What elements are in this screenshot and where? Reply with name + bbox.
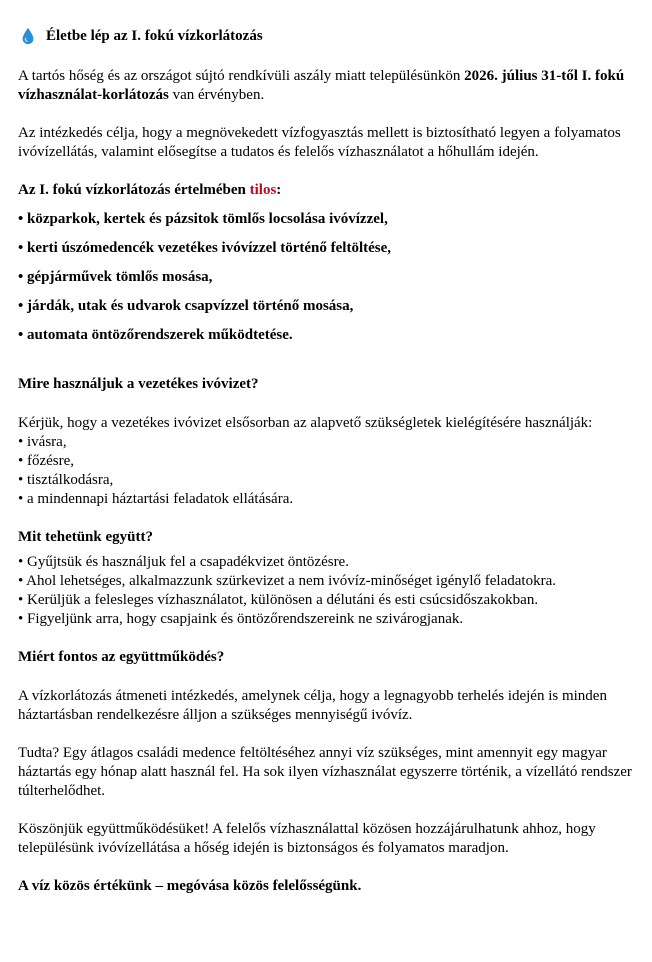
together-heading: Mit tehetünk együtt?	[18, 529, 153, 545]
ban-item: • gépjárművek tömlős mosása,	[18, 269, 213, 285]
why-paragraph-2: Tudta? Egy átlagos családi medence feltöltéséhez annyi víz szükséges, mint amennyit egy magyar háztartás egy hónap alatt használ fel. Ha sok ilyen vízhasználat egyszerre történik, a vízellátó rendszer túlterhelődhet.	[18, 745, 632, 799]
ban-item: • kerti úszómedencék vezetékes ivóvízzel történő feltöltése,	[18, 240, 392, 256]
intro-paragraph: A tartós hőség és az országot sújtó rendkívüli aszály miatt településünkön 2026. július 31-től I. fokú vízhasználat-korlátozás van érvényben.	[18, 68, 625, 103]
ban-heading: Az I. fokú vízkorlátozás értelmében tilos:	[18, 182, 282, 198]
forbidden-word: tilos	[249, 182, 277, 198]
why-paragraph-1: A vízkorlátozás átmeneti intézkedés, amelynek célja, hogy a legnagyobb terhelés idején is minden háztartásban rendelkezésre álljon a szükséges mennyiségű ivóvíz.	[18, 688, 607, 723]
closing-slogan: A víz közös értékünk – megóvása közös felelősségünk.	[18, 878, 362, 894]
usage-heading: Mire használjuk a vezetékes ivóvizet?	[18, 376, 259, 392]
purpose-paragraph: Az intézkedés célja, hogy a megnövekedett vízfogyasztás mellett is biztosítható legyen a folyamatos ivóvízellátás, valamint elősegítse a tudatos és felelős vízhasználatot a hőhullám idején.	[18, 125, 621, 160]
together-list	[18, 553, 634, 629]
list-item: • főzésre,	[18, 453, 75, 469]
title-text: Életbe lép az I. fokú vízkorlátozás	[46, 28, 263, 44]
list-item: • Kerüljük a felesleges vízhasználatot, különösen a délutáni és esti csúcsidőszakokban.	[18, 592, 539, 608]
ban-item: • közparkok, kertek és pázsitok tömlős locsolása ivóvízzel,	[18, 211, 388, 227]
why-heading: Miért fontos az együttműködés?	[18, 649, 225, 665]
list-item: • Figyeljünk arra, hogy csapjaink és öntözőrendszereink ne szivárogjanak.	[18, 611, 464, 627]
page-title	[18, 26, 634, 46]
list-item: • tisztálkodásra,	[18, 472, 114, 488]
usage-intro: Kérjük, hogy a vezetékes ivóvizet elsősorban az alapvető szükségletek kielégítésére használják:	[18, 415, 593, 431]
water-drop-icon	[20, 27, 36, 45]
list-item: • Ahol lehetséges, alkalmazzunk szürkevizet a nem ivóvíz-minőséget igénylő feladatokra.	[18, 573, 556, 589]
usage-list	[18, 433, 634, 509]
ban-item: • járdák, utak és udvarok csapvízzel történő mosása,	[18, 298, 354, 314]
ban-item: • automata öntözőrendszerek működtetése.	[18, 327, 293, 343]
list-item: • ivásra,	[18, 434, 67, 450]
thanks-paragraph: Köszönjük együttműködésüket! A felelős vízhasználattal közösen hozzájárulhatunk ahhoz, hogy településünk ivóvízellátása a hőség idején is biztonságos és folyamatos maradjon.	[18, 821, 596, 856]
list-item: • Gyűjtsük és használjuk fel a csapadékvizet öntözésre.	[18, 554, 349, 570]
list-item: • a mindennapi háztartási feladatok ellátására.	[18, 491, 294, 507]
effective-date: 2026. július 31-től I. fokú vízhasználat-korlátozás	[18, 68, 625, 103]
